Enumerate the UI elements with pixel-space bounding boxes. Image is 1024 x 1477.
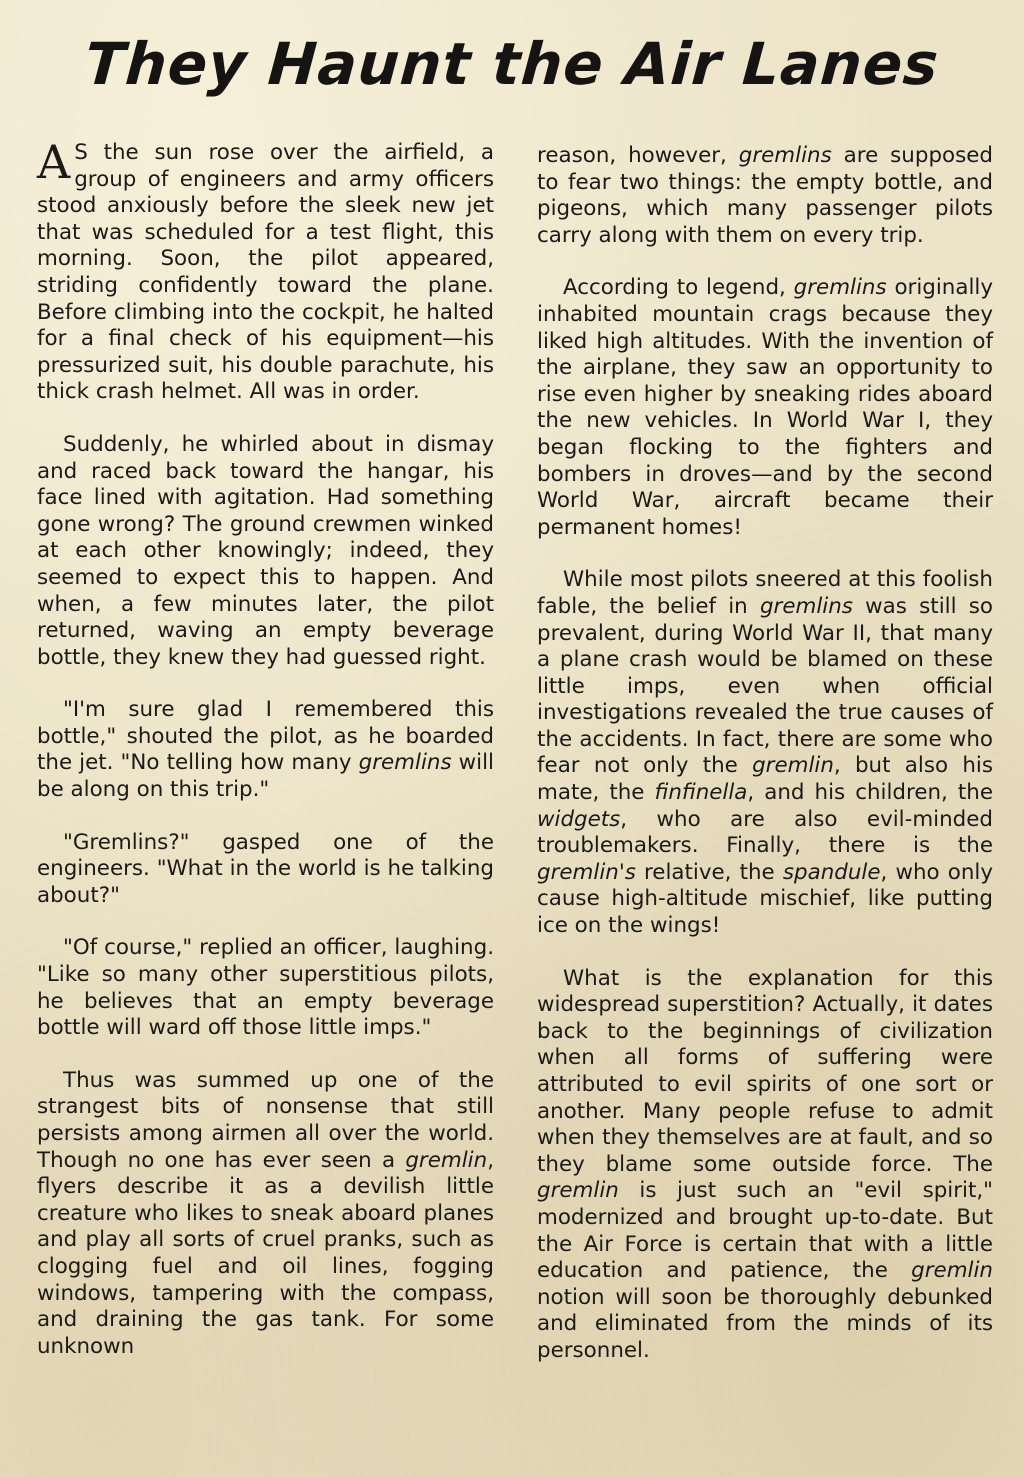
italic-term: gremlin [405, 1147, 488, 1173]
italic-term: gremlin [911, 1258, 993, 1284]
paragraph-8 [537, 275, 993, 541]
paragraph-2: Suddenly, he whirled about in dismay and raced back toward the hangar, his face lined with agitation. Had something gone wrong? The ground crewmen winked at each other knowingly; indeed, they seemed to expect this to happen. And when, a few minutes later, the pilot returned, waving an empty beverage bottle, they knew they had guessed right. [37, 431, 494, 670]
text-run: While most pilots sneered at this foolish fable, the belief in [537, 567, 993, 619]
paragraph-6 [37, 1068, 494, 1361]
text-run: , and his children, the [747, 780, 993, 806]
text-run: According to legend, [563, 275, 794, 301]
italic-term: gremlin [752, 753, 834, 779]
italic-term: gremlin [537, 1178, 619, 1204]
italic-term: gremlins [358, 750, 452, 776]
drop-cap: A [37, 135, 71, 189]
right-column [537, 143, 993, 1391]
text-run: relative, the [635, 859, 783, 885]
text-run: Thus was summed up one of the strangest bits of nonsense that still persists among airmen all over the world. Though no one has ever seen a [37, 1067, 494, 1173]
text-run: , who are also evil-minded troublemakers. Finally, there is the [537, 806, 993, 859]
paragraph-10 [537, 966, 993, 1365]
left-column [37, 135, 494, 1386]
text-run: notion will soon be thoroughly debunked and eliminated from the minds of its personnel. [537, 1284, 993, 1363]
paragraph-4: "Gremlins?" gasped one of the engineers. "What in the world is he talking about?" [37, 829, 494, 908]
italic-term: gremlins [759, 593, 853, 619]
text-run: , who only cause high-altitude mischief, like putting ice on the wings! [537, 859, 993, 939]
paragraph-1 [37, 135, 494, 406]
text-run: will be along on this trip." [37, 750, 494, 803]
paragraph-5: "Of course," replied an officer, laughing. "Like so many other superstitious pilots, he believes that an empty beverage bottle will ward off those little imps." [37, 935, 494, 1041]
italic-term: gremlins [738, 143, 832, 168]
text-run: reason, however, [537, 143, 739, 168]
italic-term: finfinella [654, 780, 748, 806]
article-title: They Haunt the Air Lanes [82, 30, 942, 98]
italic-term: spandule [782, 859, 881, 885]
text-run: , but also his mate, the [537, 753, 993, 806]
text-run: "I'm sure glad I remembered this bottle," shouted the pilot, as he boarded the jet. "No telling how many [37, 697, 494, 776]
text-run: was still so prevalent, during World War II, that many a plane crash would be blamed on these little imps, even when official investigations revealed the true causes of the accidents. In fact, there are some who fear not only the [537, 593, 993, 779]
paragraph-9 [537, 567, 993, 939]
text-run: originally inhabited mountain crags because they liked high altitudes. With the invention of the airplane, they saw an opportunity to rise even higher by sneaking rides aboard the new vehicles. In World War I, they began flocking to the fighters and bombers in droves—and by the second World War, aircraft became their permanent homes! [537, 275, 993, 540]
paragraph-7 [537, 143, 993, 249]
text-run: , flyers describe it as a devilish little creature who likes to sneak aboard planes and play all sorts of cruel pranks, such as clogging fuel and oil lines, fogging windows, tampering with the compass, and draining the gas tank. For some unknown [37, 1147, 494, 1359]
paragraph-3 [37, 697, 494, 803]
text-run: are supposed to fear two things: the empty bottle, and pigeons, which many passenger pilots carry along with them on every trip. [537, 143, 993, 248]
paragraph-1-text: S the sun rose over the airfield, a group of engineers and army officers stood anxiously before the sleek new jet that was scheduled for a test flight, this morning. Soon, the pilot appeared, striding confidently toward the plane. Before climbing into the cockpit, he halted for a final check of his equipment—his pressurized suit, his double parachute, his thick crash helmet. All was in order. [37, 140, 494, 405]
text-run: is just such an "evil spirit," modernized and brought up-to-date. But the Air Force is certain that with a little education and patience, the [537, 1178, 993, 1284]
italic-term: gremlin's [537, 859, 636, 885]
italic-term: gremlins [793, 275, 887, 301]
italic-term: widgets [537, 806, 621, 832]
text-run: What is the explanation for this widespread superstition? Actually, it dates back to the beginnings of civilization when all forms of suffering were attributed to evil spirits of one sort or another. Many people refuse to admit when they themselves are at fault, and so they blame some outside force. The [537, 965, 993, 1177]
